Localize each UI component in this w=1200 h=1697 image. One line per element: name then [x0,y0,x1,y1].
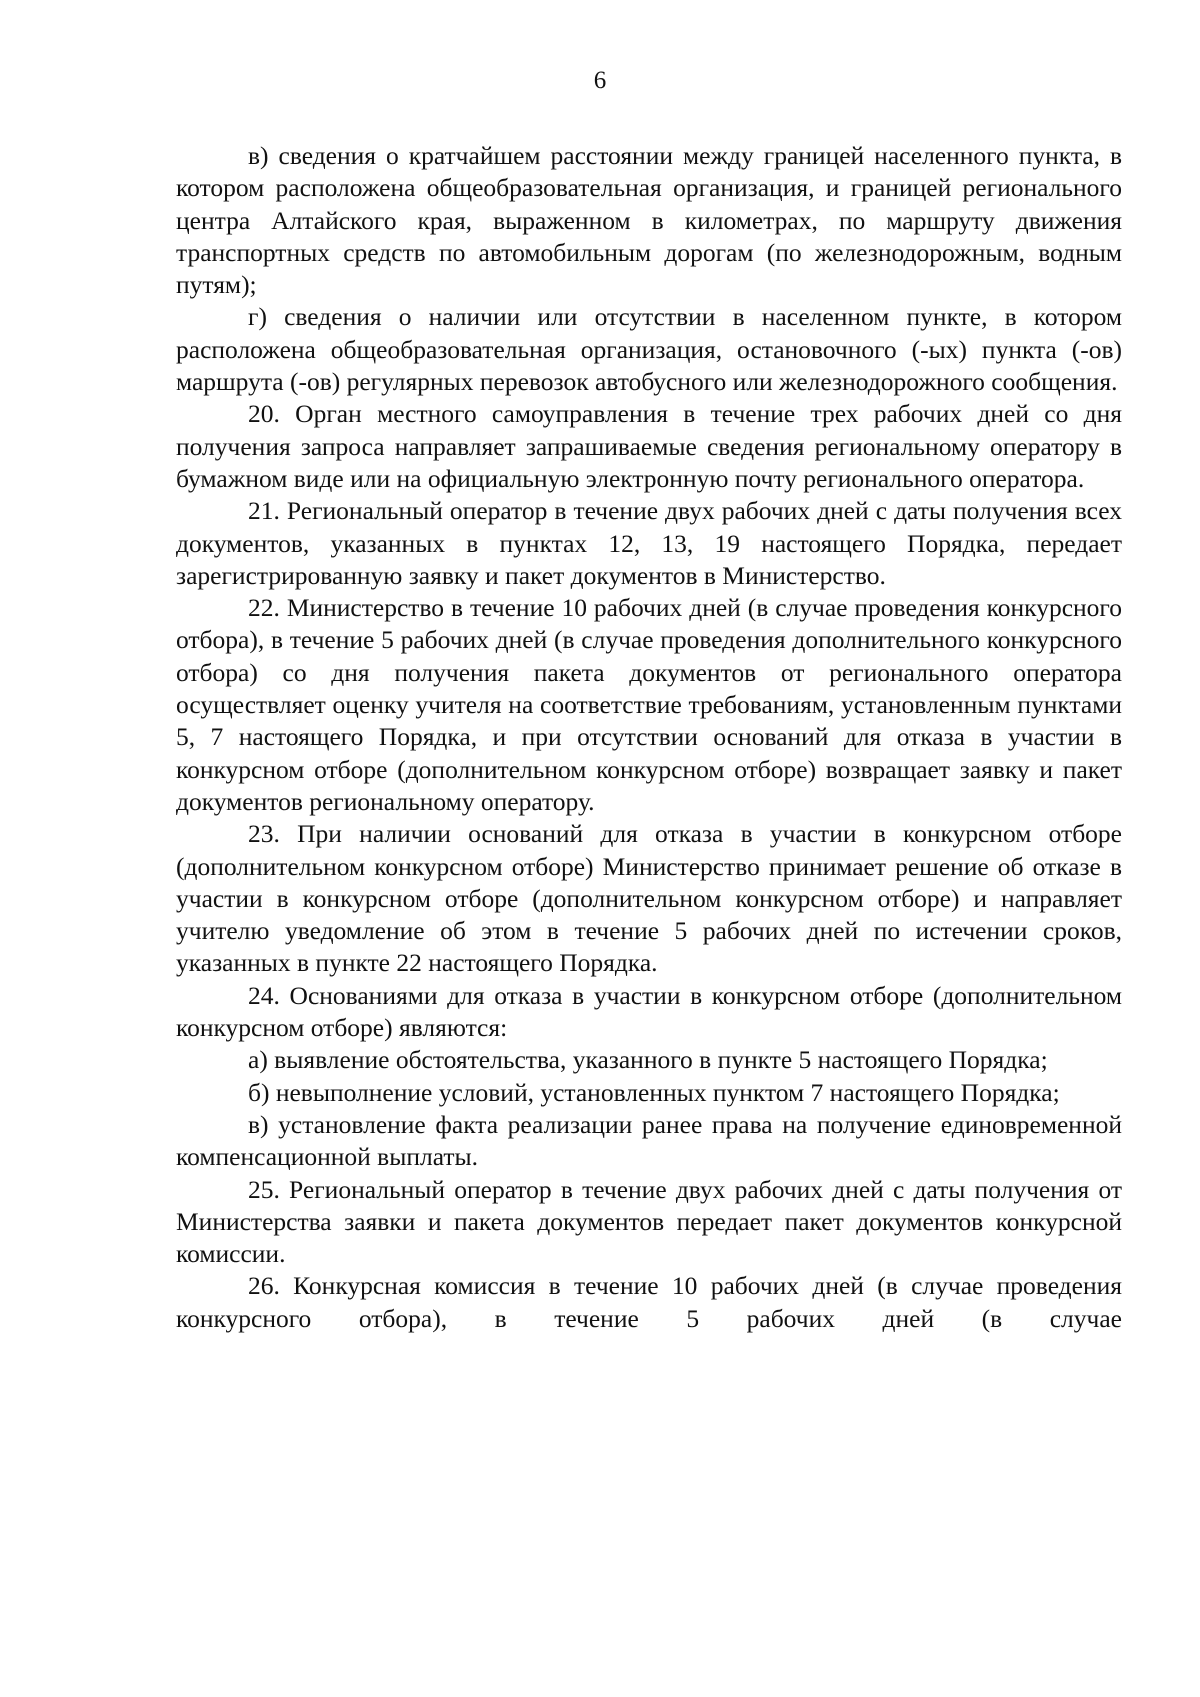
paragraph-24: 24. Основаниями для отказа в участии в конкурсном отборе (дополнительном конкурсном отборе) являются: [176,980,1122,1043]
paragraph-v-distance: в) сведения о кратчайшем расстоянии между границей населенного пункта, в котором расположена общеобразовательная организация, и границей регионального центра Алтайского края, выраженном в километрах, по маршруту движения транспортных средств по автомобильным дорогам (по железнодорожным, водным путям); [176,141,1122,300]
page-number: 6 [593,67,607,94]
paragraph-22: 22. Министерство в течение 10 рабочих дней (в случае проведения конкурсного отбора), в течение 5 рабочих дней (в случае проведения дополнительного конкурсного отбора) со дня получения пакета документов от регионального оператора осуществляет оценку учителя на соответствие требованиям, установленным пунктами 5, 7 настоящего Порядка, и при отсутствии оснований для отказа в участии в конкурсном отборе (дополнительном конкурсном отборе) возвращает заявку и пакет документов региональному оператору. [176,593,1122,816]
paragraph-g-stops: г) сведения о наличии или отсутствии в населенном пункте, в котором расположена общеобразовательная организация, остановочного (-ых) пункта (-ов) маршрута (-ов) регулярных перевозок автобусного или железнодорожного сообщения. [176,302,1122,397]
paragraph-23: 23. При наличии оснований для отказа в участии в конкурсном отборе (дополнительном конкурсном отборе) Министерство принимает решение об отказе в участии в конкурсном отборе (дополнительном конкурсном отборе) и направляет учителю уведомление об этом в течение 5 рабочих дней по истечении сроков, указанных в пункте 22 настоящего Порядка. [176,819,1122,978]
paragraph-24-a: а) выявление обстоятельства, указанного в пункте 5 настоящего Порядка; [248,1045,1048,1075]
paragraph-25: 25. Региональный оператор в течение двух рабочих дней с даты получения от Министерства заявки и пакета документов передает пакет документов конкурсной комиссии. [176,1174,1122,1269]
paragraph-26: 26. Конкурсная комиссия в течение 10 рабочих дней (в случае проведения конкурсного отбора), в течение 5 рабочих дней (в случае [176,1271,1122,1333]
paragraph-20: 20. Орган местного самоуправления в течение трех рабочих дней со дня получения запроса направляет запрашиваемые сведения региональному оператору в бумажном виде или на официальную электронную почту регионального оператора. [176,399,1122,493]
paragraph-24-b: б) невыполнение условий, установленных пунктом 7 настоящего Порядка; [248,1077,1060,1107]
paragraph-24-v: в) установление факта реализации ранее права на получение единовременной компенсационной выплаты. [176,1109,1122,1172]
paragraph-21: 21. Региональный оператор в течение двух рабочих дней с даты получения всех документов, указанных в пунктах 12, 13, 19 настоящего Порядка, передает зарегистрированную заявку и пакет документов в Министерство. [176,496,1122,590]
document-body [176,140,1122,1335]
